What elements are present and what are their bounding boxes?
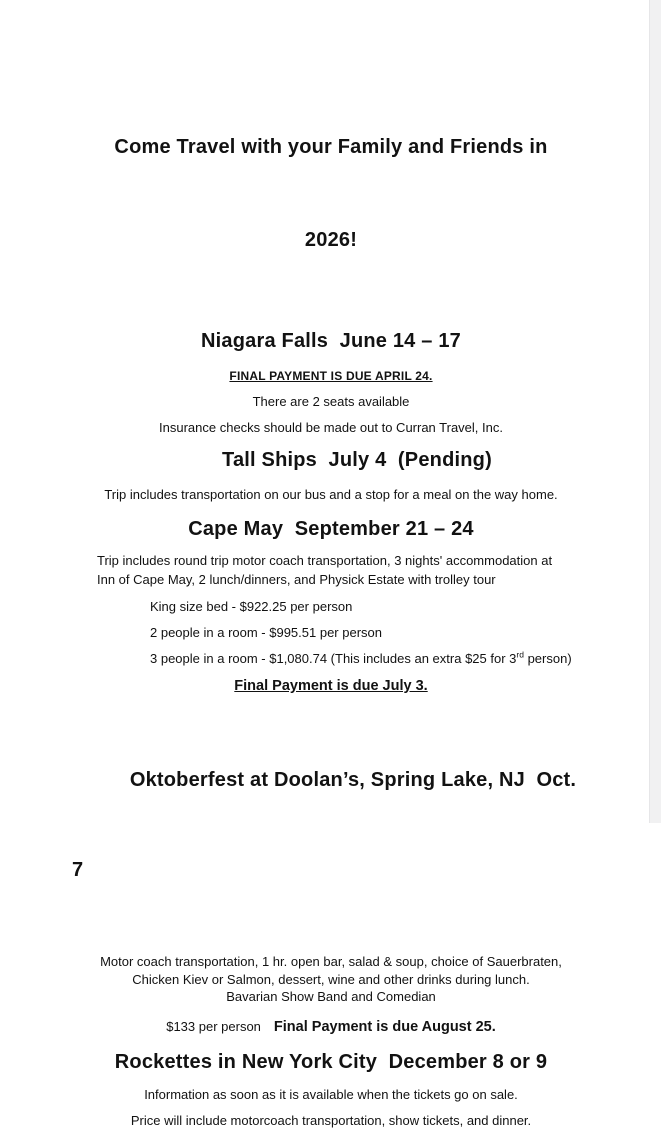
oktoberfest-description-line-2: Chicken Kiev or Salmon, dessert, wine and other drinks during lunch. <box>132 971 530 987</box>
niagara-falls-heading: Niagara Falls June 14 – 17 <box>201 330 461 352</box>
cape-may-price-double: 2 people in a room - $995.51 per person <box>150 625 382 640</box>
cape-may-description-line-2: Inn of Cape May, 2 lunch/dinners, and Physick Estate with trolley tour <box>97 572 496 587</box>
oktoberfest-heading-line-1: Oktoberfest at Doolan’s, Spring Lake, NJ Oct. <box>129 769 577 791</box>
oktoberfest-heading <box>72 705 590 945</box>
document-title <box>72 70 590 318</box>
tall-ships-description: Trip includes transportation on our bus and a stop for a meal on the way home. <box>104 487 558 502</box>
cape-may-description <box>72 551 590 589</box>
rockettes-info-note: Information as soon as it is available when the tickets go on sale. <box>144 1086 518 1102</box>
cape-may-price-king: King size bed - $922.25 per person <box>150 599 353 614</box>
document-title-line-1: Come Travel with your Family and Friends in <box>114 136 548 158</box>
oktoberfest-final-payment-note: Final Payment is due August 25. <box>273 1018 496 1035</box>
cape-may-price-triple-ordinal: rd <box>516 649 524 660</box>
document-title-line-2: 2026! <box>304 229 358 251</box>
cape-may-description-line-1: Trip includes round trip motor coach transportation, 3 nights' accommodation at <box>97 553 553 568</box>
oktoberfest-description-line-1: Motor coach transportation, 1 hr. open bar, salad & soup, choice of Sauerbraten, <box>100 954 562 969</box>
flyer-content <box>72 0 590 1138</box>
rockettes-price-note: Price will include motorcoach transportation, show tickets, and dinner. <box>130 1112 532 1128</box>
oktoberfest-price-line <box>72 1017 590 1037</box>
oktoberfest-description <box>72 953 590 1006</box>
tall-ships-heading: Tall Ships July 4 (Pending) <box>222 449 492 471</box>
cape-may-heading: Cape May September 21 – 24 <box>188 518 474 540</box>
oktoberfest-heading-line-2: 7 <box>72 859 84 881</box>
niagara-insurance-note: Insurance checks should be made out to Curran Travel, Inc. <box>159 420 503 435</box>
cape-may-price-triple-text: 3 people in a room - $1,080.74 (This includes an extra $25 for 3 <box>150 651 517 666</box>
page-right-edge <box>649 0 661 823</box>
cape-may-price-triple-suffix: person) <box>523 651 572 666</box>
oktoberfest-price: $133 per person <box>166 1018 261 1034</box>
niagara-seats-note: There are 2 seats available <box>252 394 410 409</box>
niagara-final-payment-note: FINAL PAYMENT IS DUE APRIL 24. <box>229 369 433 383</box>
oktoberfest-description-line-3: Bavarian Show Band and Comedian <box>226 989 436 1004</box>
rockettes-heading: Rockettes in New York City December 8 or 9 <box>114 1050 548 1073</box>
cape-may-price-triple <box>150 650 590 668</box>
cape-may-final-payment-note: Final Payment is due July 3. <box>234 678 428 694</box>
